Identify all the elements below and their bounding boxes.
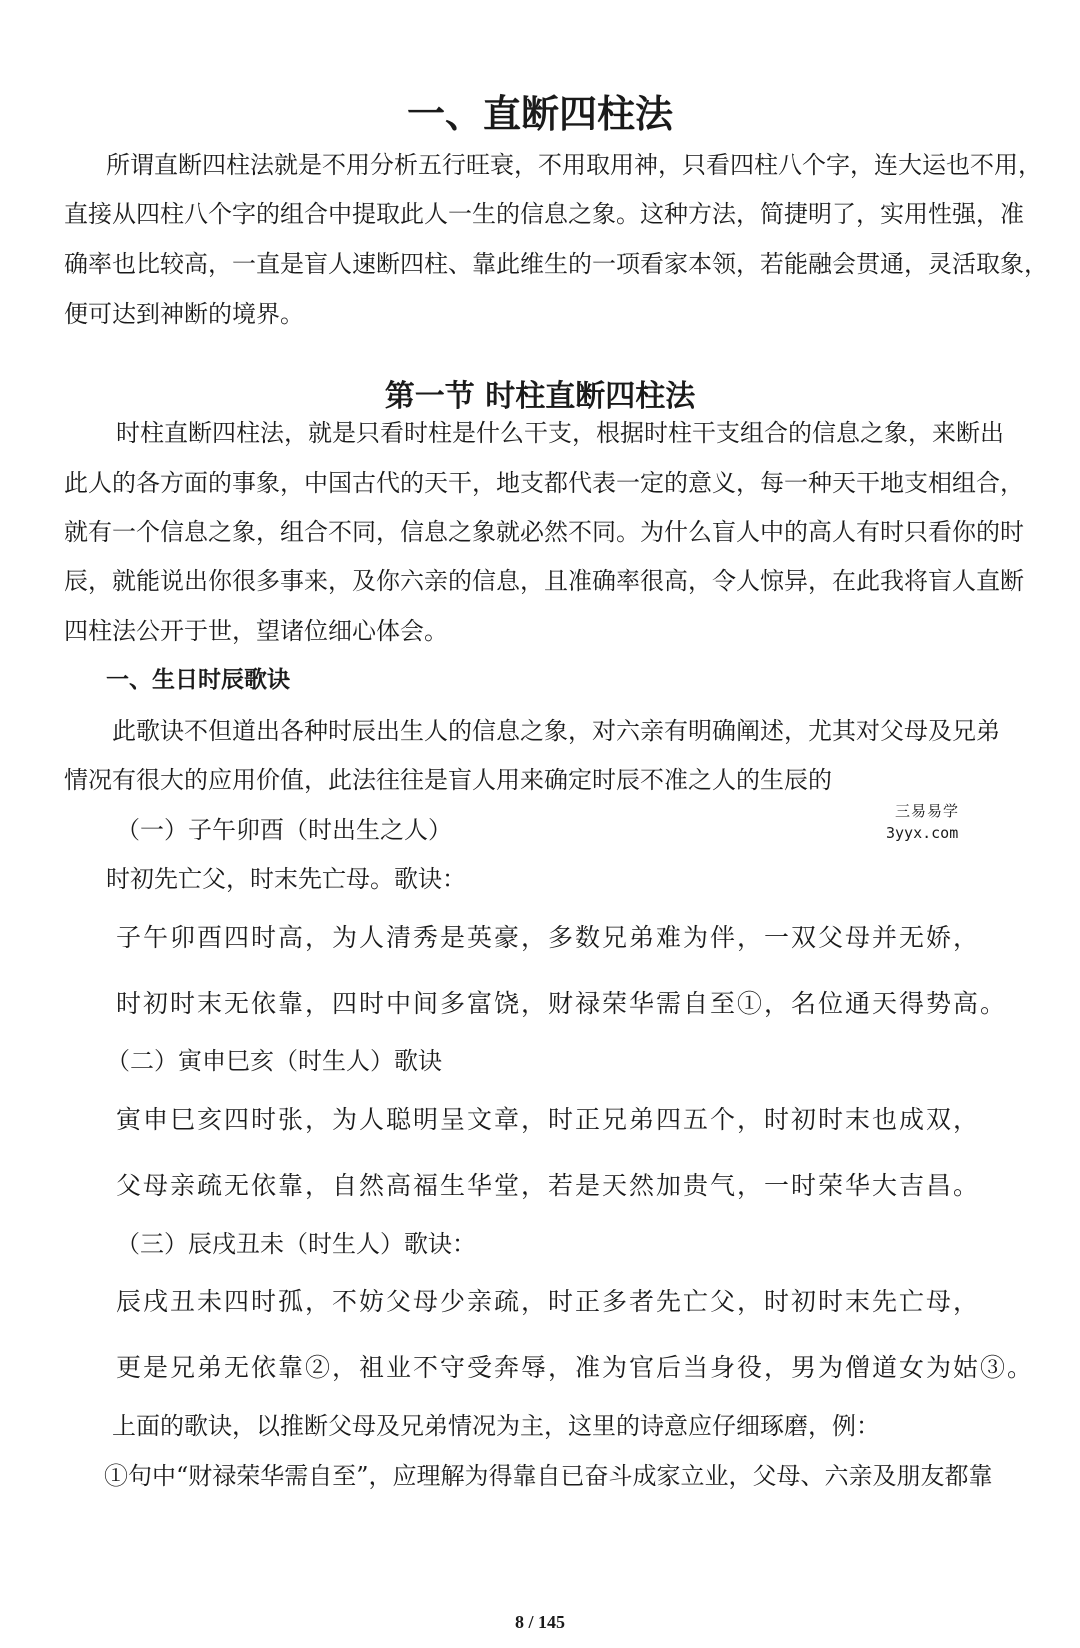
sub-heading: 一、生日时辰歌诀 bbox=[106, 667, 290, 693]
closing-line: 上面的歌诀，以推断父母及兄弟情况为主，这里的诗意应仔细琢磨，例： bbox=[112, 1412, 880, 1440]
intro-line-3: 确率也比较高，一直是盲人速断四柱、靠此维生的一项看家本领，若能融会贯通，灵活取象， bbox=[64, 250, 1048, 278]
footnote-line: ①句中“财禄荣华需自至”，应理解为得靠自已奋斗成家立业，父母、六亲及朋友都靠 bbox=[104, 1462, 993, 1490]
section-para-line-2: 此人的各方面的事象，中国古代的天干，地支都代表一定的意义，每一种天干地支相组合， bbox=[64, 469, 1024, 497]
intro-line-2: 直接从四柱八个字的组合中提取此人一生的信息之象。这种方法，简捷明了，实用性强，准 bbox=[64, 200, 1024, 228]
group2-verse-1: 寅申巳亥四时张，为人聪明呈文章，时正兄弟四五个，时初时末也成双， bbox=[116, 1105, 981, 1134]
section-para-line-1: 时柱直断四柱法，就是只看时柱是什么干支，根据时柱干支组合的信息之象，来断出 bbox=[116, 419, 1004, 447]
group3-verse-1: 辰戌丑未四时孤，不妨父母少亲疏，时正多者先亡父，时初时末先亡母， bbox=[116, 1287, 981, 1316]
section-para-line-4: 辰，就能说出你很多事来，及你六亲的信息，且准确率很高，令人惊异，在此我将盲人直断 bbox=[64, 567, 1024, 595]
watermark-text-top: 三易易学 bbox=[895, 802, 960, 820]
song-intro-line-1: 此歌诀不但道出各种时辰出生人的信息之象，对六亲有明确阐述，尤其对父母及兄弟 bbox=[112, 717, 1000, 745]
watermark bbox=[820, 800, 1010, 854]
group2-verse-2: 父母亲疏无依靠，自然高福生华堂，若是天然加贵气，一时荣华大吉昌。 bbox=[116, 1171, 981, 1200]
section-para-line-5: 四柱法公开于世，望诸位细心体会。 bbox=[64, 617, 448, 645]
section-para-line-3: 就有一个信息之象，组合不同，信息之象就必然不同。为什么盲人中的高人有时只看你的时 bbox=[64, 518, 1024, 546]
chapter-title: 一、直断四柱法 bbox=[406, 92, 673, 136]
intro-line-1: 所谓直断四柱法就是不用分析五行旺衰，不用取用神，只看四柱八个字，连大运也不用， bbox=[106, 151, 1042, 179]
watermark-text-bottom: 3yyx.com bbox=[886, 824, 959, 842]
group1-heading: （一）子午卯酉（时出生之人） bbox=[116, 816, 452, 844]
group3-heading: （三）辰戌丑未（时生人）歌诀： bbox=[116, 1230, 476, 1258]
song-intro-line-2: 情况有很大的应用价值，此法往往是盲人用来确定时辰不准之人的生辰的 bbox=[64, 766, 832, 794]
group3-verse-2: 更是兄弟无依靠②，祖业不守受奔辱，准为官后当身役，男为僧道女为姑③。 bbox=[116, 1353, 1035, 1382]
group1-verse-1: 子午卯酉四时高，为人清秀是英豪，多数兄弟难为伴，一双父母并无娇， bbox=[116, 923, 981, 952]
group1-verse-2: 时初时末无依靠，四时中间多富饶，财禄荣华需自至①，名位通天得势高。 bbox=[116, 989, 1008, 1018]
intro-line-4: 便可达到神断的境界。 bbox=[64, 300, 304, 328]
group2-heading: （二）寅申巳亥（时生人）歌诀 bbox=[106, 1047, 442, 1075]
group1-note: 时初先亡父，时末先亡母。歌诀： bbox=[106, 865, 466, 893]
section-title: 第一节 时柱直断四柱法 bbox=[384, 379, 696, 414]
page-number: 8 / 145 bbox=[514, 1612, 565, 1632]
